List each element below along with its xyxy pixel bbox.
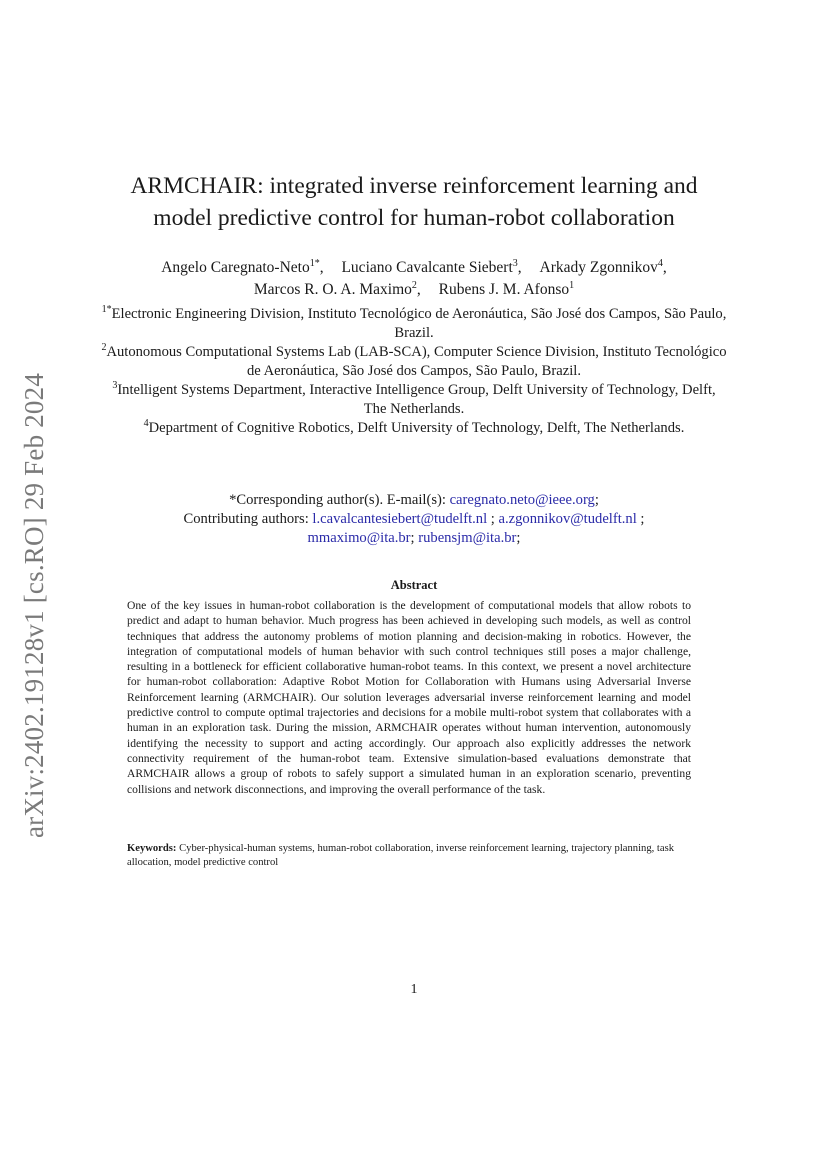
email-link[interactable]: mmaximo@ita.br — [307, 530, 411, 546]
title-line-2: model predictive control for human-robot collaboration — [153, 205, 675, 231]
page-number: 1 — [410, 982, 418, 997]
correspondence-block — [100, 491, 728, 548]
email-link[interactable]: rubensjm@ita.br — [418, 530, 517, 546]
affiliation: $^2$Autonomous Computational Systems Lab (LAB-SCA), Computer Science Division, Instituto Tecnológico de Aeronáutica, São José dos Campos, São Paulo, Brazil. — [101, 342, 727, 379]
email-link[interactable]: caregnato.neto@ieee.org — [449, 492, 595, 508]
corresponding-author-line: *Corresponding author(s). E-mail(s): caregnato.neto@ieee.org; — [229, 492, 599, 508]
arxiv-stamp-text: arXiv:2402.19128v1 [cs.RO] 29 Feb 2024 — [19, 372, 50, 838]
contributing-authors-line: Contributing authors: l.cavalcantesiebert@tudelft.nl ; a.zgonnikov@tudelft.nl ; — [183, 511, 645, 527]
abstract-heading: Abstract — [390, 578, 438, 592]
affiliation-list — [100, 305, 728, 438]
affiliation: $^3$Intelligent Systems Department, Interactive Intelligence Group, Delft University of Technology, Delft, The Netherlands. — [112, 380, 716, 417]
affiliation: $^{1*}$Electronic Engineering Division, Instituto Tecnológico de Aeronáutica, São José dos Campos, São Paulo, Brazil. — [101, 304, 727, 341]
author: Luciano Cavalcante Siebert$^3$, — [341, 257, 522, 276]
keywords — [127, 842, 691, 871]
title-line-1: ARMCHAIR: integrated inverse reinforcement learning and — [130, 173, 698, 199]
author-list — [60, 257, 768, 301]
abstract-body: One of the key issues in human-robot collaboration is the development of computational models that allow robots to predict and adapt to human behavior. Much progress has been achieved in developing such models, as well as control techniques that address the autonomy problems of motion planning and decision-making in robotics. However, the integration of computational models of human behavior with such control techniques still poses a major challenge, resulting in a bottleneck for efficient collaborative human-robot teams. In this context, we present a novel architecture for human-robot collaboration: Adaptive Robot Motion for Collaboration with Humans using Adversarial Inverse Reinforcement learning (ARMCHAIR). Our solution leverages adversarial inverse reinforcement learning and model predictive control to compute optimal trajectories and decisions for a mobile multi-robot system that collaborates with a human in an exploration task. During the mission, ARMCHAIR operates without human intervention, autonomously identifying the necessity to support and acting accordingly. Our approach also explicitly addresses the network connectivity requirement of the human-robot team. Extensive simulation-based evaluations demonstrate that ARMCHAIR allows a group of robots to safely support a simulated human in an exploration scenario, preventing collisions and network disconnections, and improving the overall performance of the task. — [127, 599, 691, 796]
affiliation: $^4$Department of Cognitive Robotics, Delft University of Technology, Delft, The Netherlands. — [143, 418, 685, 436]
email-link[interactable]: a.zgonnikov@tudelft.nl — [498, 511, 637, 527]
keywords-label: Keywords: — [127, 843, 177, 854]
paper-title — [80, 170, 748, 234]
keywords-text: Cyber-physical-human systems, human-robot collaboration, inverse reinforcement learning, trajectory planning, task allocation, model predictive control — [127, 843, 674, 869]
author: Arkady Zgonnikov$^4$, — [539, 257, 667, 276]
arxiv-identifier-stamp — [13, 360, 57, 850]
email-link[interactable]: l.cavalcantesiebert@tudelft.nl — [312, 511, 488, 527]
contributing-authors-line-2: mmaximo@ita.br; rubensjm@ita.br; — [307, 530, 521, 546]
author: Rubens J. M. Afonso$^1$ — [438, 279, 575, 298]
author-line-1 — [60, 257, 768, 279]
author: Angelo Caregnato-Neto$^{1*}$, — [161, 257, 324, 276]
author-line-2 — [60, 279, 768, 301]
author: Marcos R. O. A. Maximo$^2$, — [253, 279, 421, 298]
